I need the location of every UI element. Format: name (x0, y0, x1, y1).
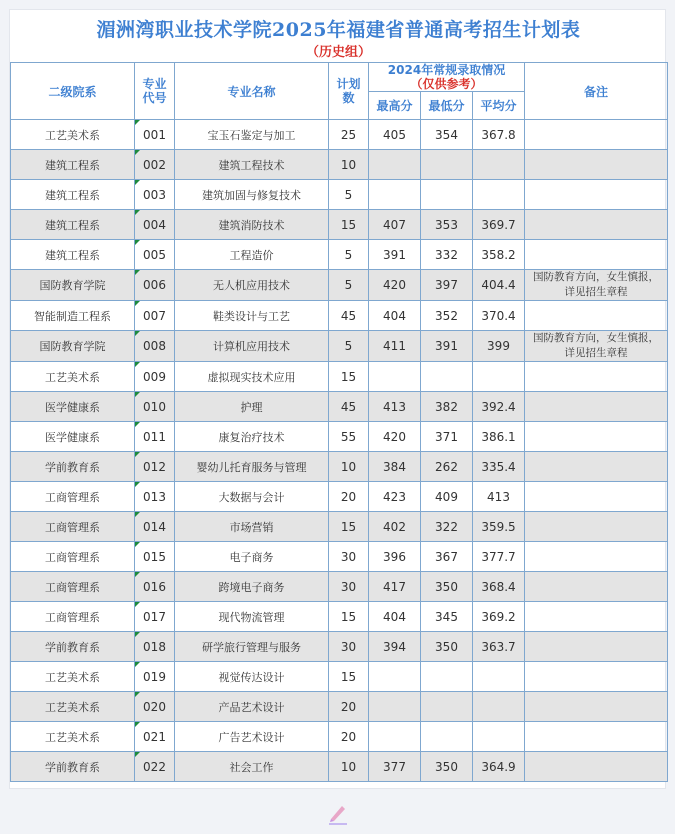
cell-avg-score: 369.7 (473, 210, 525, 240)
cell-plan: 15 (329, 210, 369, 240)
cell-min-score: 350 (421, 752, 473, 782)
cell-code: 018 (135, 632, 175, 662)
cell-dept: 学前教育系 (11, 632, 135, 662)
cell-plan: 5 (329, 270, 369, 301)
cell-note (525, 692, 668, 722)
cell-code: 006 (135, 270, 175, 301)
cell-major: 鞋类设计与工艺 (175, 301, 329, 331)
cell-avg-score: 377.7 (473, 542, 525, 572)
cell-note (525, 752, 668, 782)
table-row (11, 422, 668, 452)
cell-code: 020 (135, 692, 175, 722)
cell-avg-score (473, 722, 525, 752)
cell-plan: 20 (329, 722, 369, 752)
cell-plan: 15 (329, 362, 369, 392)
cell-note (525, 422, 668, 452)
cell-code: 012 (135, 452, 175, 482)
cell-plan: 20 (329, 692, 369, 722)
table-row (11, 542, 668, 572)
page-title: 湄洲湾职业技术学院2025年福建省普通高考招生计划表 (96, 19, 581, 41)
cell-dept: 智能制造工程系 (11, 301, 135, 331)
cell-max-score: 394 (369, 632, 421, 662)
cell-avg-score: 386.1 (473, 422, 525, 452)
cell-plan: 5 (329, 180, 369, 210)
cell-code: 016 (135, 572, 175, 602)
header-ref-line2: （仅供参考） (410, 77, 483, 91)
cell-code: 004 (135, 210, 175, 240)
cell-note (525, 602, 668, 632)
cell-major: 虚拟现实技术应用 (175, 362, 329, 392)
cell-note (525, 542, 668, 572)
cell-max-score (369, 722, 421, 752)
cell-code: 013 (135, 482, 175, 512)
cell-major: 工程造价 (175, 240, 329, 270)
header-major: 专业名称 (175, 63, 329, 120)
table-row (11, 752, 668, 782)
cell-avg-score: 413 (473, 482, 525, 512)
cell-major: 计算机应用技术 (175, 331, 329, 362)
cell-note (525, 362, 668, 392)
table-row (11, 120, 668, 150)
cell-min-score: 350 (421, 572, 473, 602)
cell-max-score: 384 (369, 452, 421, 482)
cell-code: 005 (135, 240, 175, 270)
table-row (11, 150, 668, 180)
cell-max-score (369, 692, 421, 722)
table-row (11, 240, 668, 270)
cell-max-score: 402 (369, 512, 421, 542)
cell-max-score: 396 (369, 542, 421, 572)
cell-code: 009 (135, 362, 175, 392)
cell-note (525, 632, 668, 662)
cell-min-score: 322 (421, 512, 473, 542)
cell-max-score (369, 662, 421, 692)
cell-max-score (369, 362, 421, 392)
cell-major: 跨境电子商务 (175, 572, 329, 602)
cell-max-score: 404 (369, 301, 421, 331)
cell-avg-score: 358.2 (473, 240, 525, 270)
cell-major: 研学旅行管理与服务 (175, 632, 329, 662)
cell-min-score (421, 362, 473, 392)
table-row (11, 392, 668, 422)
table-row (11, 692, 668, 722)
table-body (11, 120, 668, 782)
cell-code: 010 (135, 392, 175, 422)
cell-note (525, 512, 668, 542)
cell-note: 国防教育方向，女生慎报，详见招生章程 (525, 331, 668, 362)
cell-dept: 建筑工程系 (11, 240, 135, 270)
table-row (11, 210, 668, 240)
header-code (135, 63, 175, 120)
cell-major: 市场营销 (175, 512, 329, 542)
cell-major: 电子商务 (175, 542, 329, 572)
cell-min-score: 345 (421, 602, 473, 632)
cell-dept: 工艺美术系 (11, 692, 135, 722)
cell-note (525, 180, 668, 210)
cell-max-score: 413 (369, 392, 421, 422)
cell-plan: 10 (329, 150, 369, 180)
table-row (11, 452, 668, 482)
cell-avg-score (473, 150, 525, 180)
cell-major: 护理 (175, 392, 329, 422)
cell-code: 014 (135, 512, 175, 542)
cell-major: 产品艺术设计 (175, 692, 329, 722)
header-code-line1: 专业 (142, 77, 167, 91)
cell-code: 011 (135, 422, 175, 452)
cell-min-score: 353 (421, 210, 473, 240)
cell-min-score: 371 (421, 422, 473, 452)
cell-plan: 15 (329, 512, 369, 542)
cell-note (525, 572, 668, 602)
header-plan (329, 63, 369, 120)
cell-max-score (369, 180, 421, 210)
cell-max-score: 407 (369, 210, 421, 240)
cell-plan: 15 (329, 662, 369, 692)
cell-min-score: 367 (421, 542, 473, 572)
table-row (11, 572, 668, 602)
cell-code: 007 (135, 301, 175, 331)
header-plan-line2: 数 (342, 91, 355, 105)
table-row (11, 180, 668, 210)
cell-dept: 国防教育学院 (11, 270, 135, 301)
pen-logo-icon (325, 800, 351, 826)
cell-max-score (369, 150, 421, 180)
cell-plan: 5 (329, 331, 369, 362)
table-row (11, 362, 668, 392)
cell-min-score: 332 (421, 240, 473, 270)
cell-plan: 20 (329, 482, 369, 512)
cell-note (525, 452, 668, 482)
cell-min-score: 354 (421, 120, 473, 150)
cell-min-score (421, 150, 473, 180)
cell-max-score: 377 (369, 752, 421, 782)
cell-dept: 国防教育学院 (11, 331, 135, 362)
cell-plan: 55 (329, 422, 369, 452)
cell-max-score: 423 (369, 482, 421, 512)
table-row (11, 602, 668, 632)
header-dept: 二级院系 (11, 63, 135, 120)
cell-code: 017 (135, 602, 175, 632)
cell-major: 康复治疗技术 (175, 422, 329, 452)
header-min: 最低分 (421, 92, 473, 120)
cell-max-score: 411 (369, 331, 421, 362)
cell-max-score: 420 (369, 422, 421, 452)
cell-plan: 5 (329, 240, 369, 270)
cell-min-score (421, 180, 473, 210)
cell-avg-score: 368.4 (473, 572, 525, 602)
cell-dept: 工商管理系 (11, 602, 135, 632)
cell-dept: 工艺美术系 (11, 120, 135, 150)
cell-min-score: 391 (421, 331, 473, 362)
cell-dept: 工商管理系 (11, 542, 135, 572)
cell-avg-score (473, 692, 525, 722)
cell-min-score: 397 (421, 270, 473, 301)
cell-dept: 建筑工程系 (11, 150, 135, 180)
table-row (11, 662, 668, 692)
cell-avg-score: 370.4 (473, 301, 525, 331)
cell-code: 015 (135, 542, 175, 572)
cell-major: 现代物流管理 (175, 602, 329, 632)
cell-dept: 工艺美术系 (11, 722, 135, 752)
cell-min-score: 382 (421, 392, 473, 422)
cell-avg-score (473, 362, 525, 392)
page-subtitle: （历史组） (305, 45, 371, 60)
cell-max-score: 405 (369, 120, 421, 150)
cell-major: 社会工作 (175, 752, 329, 782)
cell-plan: 25 (329, 120, 369, 150)
cell-min-score: 262 (421, 452, 473, 482)
cell-min-score: 409 (421, 482, 473, 512)
cell-min-score (421, 722, 473, 752)
cell-avg-score: 367.8 (473, 120, 525, 150)
cell-major: 无人机应用技术 (175, 270, 329, 301)
enrollment-plan-table (10, 62, 668, 782)
cell-plan: 30 (329, 542, 369, 572)
cell-min-score (421, 662, 473, 692)
table-row (11, 331, 668, 362)
cell-plan: 30 (329, 632, 369, 662)
cell-max-score: 391 (369, 240, 421, 270)
cell-major: 建筑消防技术 (175, 210, 329, 240)
table-row (11, 632, 668, 662)
cell-note (525, 722, 668, 752)
cell-code: 003 (135, 180, 175, 210)
cell-note (525, 240, 668, 270)
cell-dept: 学前教育系 (11, 452, 135, 482)
cell-major: 大数据与会计 (175, 482, 329, 512)
cell-min-score: 350 (421, 632, 473, 662)
cell-dept: 建筑工程系 (11, 210, 135, 240)
cell-avg-score (473, 180, 525, 210)
cell-dept: 医学健康系 (11, 392, 135, 422)
cell-note (525, 210, 668, 240)
header-max: 最高分 (369, 92, 421, 120)
table-row (11, 270, 668, 301)
cell-dept: 工商管理系 (11, 482, 135, 512)
cell-max-score: 404 (369, 602, 421, 632)
cell-note (525, 150, 668, 180)
cell-major: 建筑加固与修复技术 (175, 180, 329, 210)
cell-plan: 45 (329, 301, 369, 331)
cell-major: 婴幼儿托育服务与管理 (175, 452, 329, 482)
header-plan-line1: 计划 (336, 77, 361, 91)
cell-avg-score: 335.4 (473, 452, 525, 482)
cell-avg-score (473, 662, 525, 692)
table-row (11, 512, 668, 542)
cell-dept: 工艺美术系 (11, 362, 135, 392)
cell-min-score (421, 692, 473, 722)
header-avg: 平均分 (473, 92, 525, 120)
cell-code: 002 (135, 150, 175, 180)
header-code-line2: 代号 (142, 91, 167, 105)
cell-major: 视觉传达设计 (175, 662, 329, 692)
cell-min-score: 352 (421, 301, 473, 331)
header-note: 备注 (525, 63, 668, 120)
cell-plan: 10 (329, 752, 369, 782)
cell-dept: 工商管理系 (11, 512, 135, 542)
cell-avg-score: 364.9 (473, 752, 525, 782)
cell-note (525, 662, 668, 692)
header-ref (369, 63, 525, 92)
cell-avg-score: 359.5 (473, 512, 525, 542)
cell-plan: 10 (329, 452, 369, 482)
cell-dept: 学前教育系 (11, 752, 135, 782)
cell-code: 008 (135, 331, 175, 362)
cell-avg-score: 399 (473, 331, 525, 362)
cell-dept: 工艺美术系 (11, 662, 135, 692)
cell-note: 国防教育方向，女生慎报，详见招生章程 (525, 270, 668, 301)
cell-plan: 30 (329, 572, 369, 602)
table-row (11, 482, 668, 512)
plan-sheet (9, 9, 666, 789)
cell-note (525, 482, 668, 512)
cell-plan: 15 (329, 602, 369, 632)
cell-major: 广告艺术设计 (175, 722, 329, 752)
cell-max-score: 417 (369, 572, 421, 602)
table-row (11, 722, 668, 752)
cell-avg-score: 363.7 (473, 632, 525, 662)
header-ref-line1: 2024年常规录取情况 (387, 63, 506, 77)
cell-dept: 建筑工程系 (11, 180, 135, 210)
cell-plan: 45 (329, 392, 369, 422)
cell-avg-score: 369.2 (473, 602, 525, 632)
cell-note (525, 120, 668, 150)
cell-max-score: 420 (369, 270, 421, 301)
cell-code: 019 (135, 662, 175, 692)
cell-avg-score: 404.4 (473, 270, 525, 301)
cell-major: 建筑工程技术 (175, 150, 329, 180)
cell-note (525, 392, 668, 422)
cell-code: 021 (135, 722, 175, 752)
cell-code: 022 (135, 752, 175, 782)
cell-avg-score: 392.4 (473, 392, 525, 422)
cell-dept: 工商管理系 (11, 572, 135, 602)
cell-dept: 医学健康系 (11, 422, 135, 452)
table-row (11, 301, 668, 331)
cell-major: 宝玉石鉴定与加工 (175, 120, 329, 150)
cell-code: 001 (135, 120, 175, 150)
cell-note (525, 301, 668, 331)
